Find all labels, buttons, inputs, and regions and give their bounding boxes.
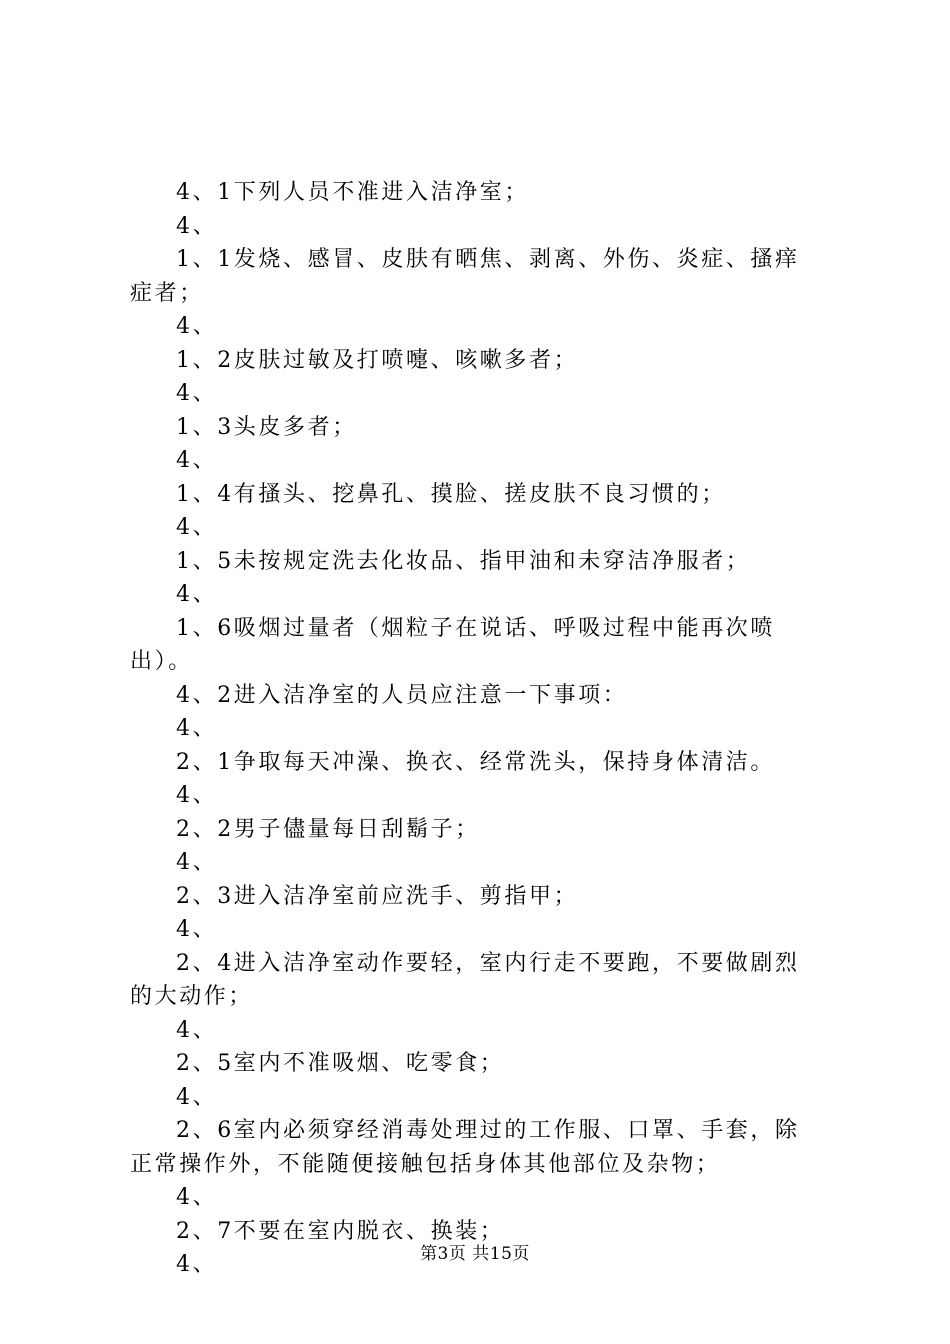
text-line: 2、4进入洁净室动作要轻，室内行走不要跑，不要做剧烈 — [176, 950, 800, 976]
text-line: 2、7不要在室内脱衣、换装； — [176, 1218, 505, 1244]
text-line: 1、2皮肤过敏及打喷嚏、咳嗽多者； — [176, 347, 579, 373]
text-line: 4、 — [176, 783, 218, 808]
text-line: 2、5室内不准吸烟、吃零食； — [176, 1051, 505, 1076]
text-line: 4、 — [176, 582, 218, 607]
text-line: 2、3进入洁净室前应洗手、剪指甲； — [176, 883, 579, 909]
text-line: 出）。 — [130, 649, 193, 674]
text-line: 4、 — [176, 1185, 218, 1210]
text-line: 4、 — [176, 1017, 218, 1043]
text-line: 4、 — [176, 213, 218, 239]
text-line: 4、 — [176, 917, 218, 942]
document-body — [130, 176, 830, 1282]
page-footer: 第3页 共15页 — [420, 1244, 530, 1264]
text-line: 4、1下列人员不准进入洁净室； — [176, 180, 529, 205]
text-line: 1、3头皮多者； — [176, 414, 357, 440]
text-line: 2、1争取每天冲澡、换衣、经常洗头，保持身体清洁。 — [176, 749, 775, 775]
text-line: 正常操作外，不能随便接触包括身体其他部位及杂物； — [130, 1151, 721, 1177]
text-line: 1、6吸烟过量者（烟粒子在说话、呼吸过程中能再次喷 — [176, 615, 775, 641]
text-line: 1、1发烧、感冒、皮肤有晒焦、剥离、外伤、炎症、搔痒 — [176, 247, 800, 272]
text-line: 4、 — [176, 515, 218, 540]
text-line: 4、 — [176, 1252, 218, 1277]
text-line: 1、5未按规定洗去化妆品、指甲油和未穿洁净服者； — [176, 548, 751, 574]
text-line: 4、 — [176, 381, 218, 406]
text-line: 2、6室内必须穿经消毒处理过的工作服、口罩、手套，除 — [176, 1118, 800, 1143]
text-line: 4、 — [176, 850, 218, 875]
text-line: 4、 — [176, 1084, 218, 1110]
text-line: 4、 — [176, 716, 218, 741]
text-line: 4、 — [176, 314, 218, 339]
text-line: 的大动作； — [130, 984, 254, 1009]
text-line: 2、2男子儘量每日刮鬍子； — [176, 816, 480, 842]
text-line: 4、2进入洁净室的人员应注意一下事项： — [176, 682, 628, 708]
text-line: 4、 — [176, 448, 218, 473]
text-line: 症者； — [130, 280, 204, 306]
text-line: 1、4有搔头、挖鼻孔、摸脸、搓皮肤不良习惯的； — [176, 481, 726, 507]
